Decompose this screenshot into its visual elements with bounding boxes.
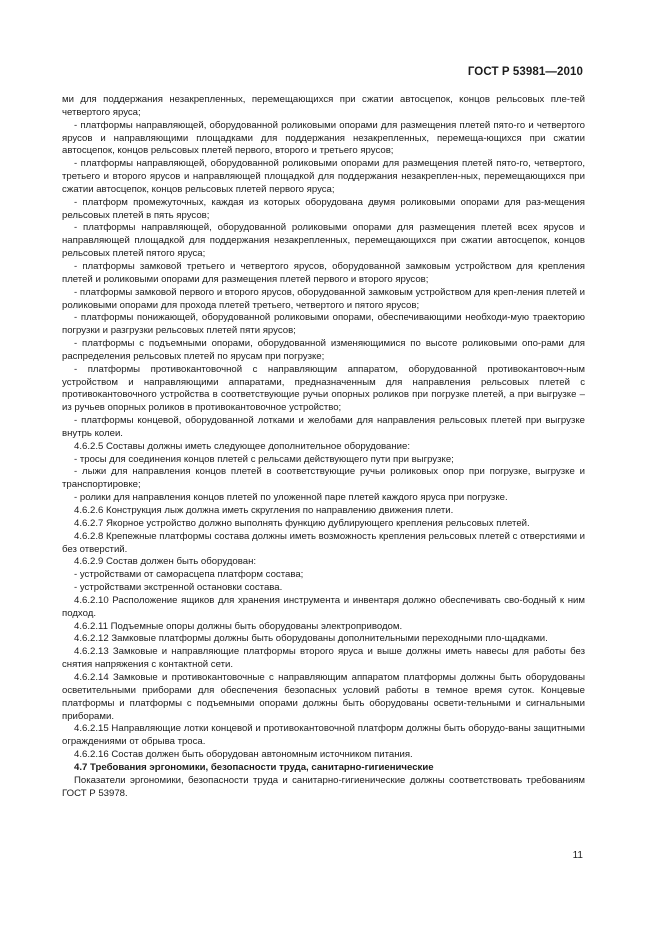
paragraph: - лыжи для направления концов плетей в соответствующие ручьи роликовых опор при погрузке, выгрузке и транспортировке; bbox=[62, 466, 585, 491]
paragraph: - платформы направляющей, оборудованной роликовыми опорами для размещения плетей всех ярусов и направляющей площадкой для поддержания незакрепленных, перемещающихся при сжатии автосцепок, концов рельсовых плетей пятого яруса; bbox=[62, 222, 585, 260]
page-header-title: ГОСТ Р 53981—2010 bbox=[467, 66, 583, 78]
paragraph: 4.6.2.6 Конструкция лыж должна иметь скругления по направлению движения плети. bbox=[74, 505, 454, 516]
paragraph: - платформы направляющей, оборудованной роликовыми опорами для размещения плетей пято-го, четвертого, третьего и второго ярусов и направляющей площадкой для поддержания незакреплен-ных, перемещающихся при сжатии автосцепок, концов рельсовых плетей первого яруса; bbox=[62, 158, 585, 195]
paragraph: - платформы замковой третьего и четвертого ярусов, оборудованной замковым устройством для крепления плетей и роликовыми опорами для размещения плетей первого и второго ярусов; bbox=[62, 260, 585, 285]
paragraph: 4.6.2.5 Составы должны иметь следующее дополнительное оборудование: bbox=[74, 440, 411, 452]
paragraph: - тросы для соединения концов плетей с рельсами действующего пути при выгрузке; bbox=[74, 453, 454, 465]
paragraph: - платформы с подъемными опорами, оборудованной изменяющимися по высоте роликовыми опо-рами для распределения рельсовых плетей по ярусам при погрузке; bbox=[62, 338, 585, 362]
paragraph: 4.6.2.11 Подъемные опоры должны быть оборудованы электроприводом. bbox=[74, 620, 403, 632]
paragraph: 4.6.2.8 Крепежные платформы состава должны иметь возможность крепления рельсовых плетей с отверстиями и без отверстий. bbox=[62, 530, 585, 555]
page-number: 11 bbox=[572, 850, 583, 861]
paragraph: - платформы понижающей, оборудованной роликовыми опорами, обеспечивающими необходи-мую траекторию погрузки и разгрузки рельсовых плетей пяти ярусов; bbox=[62, 312, 585, 337]
paragraph: 4.6.2.13 Замковые и направляющие платформы второго яруса и выше должны иметь навесы для работы без снятия напряжения с контактной сети. bbox=[62, 646, 585, 671]
paragraph: 4.6.2.7 Якорное устройство должно выполнять функцию дублирующего крепления рельсовых плетей. bbox=[74, 517, 530, 529]
body-text bbox=[62, 94, 585, 800]
paragraph: - платформы противокантовочной с направляющим аппаратом, оборудованной противокантовоч-ным устройством и направляющими аппаратами, предназначенным для направления рельсовых плетей с противокантовочного устройства в соответствующие ручьи опорных роликов при погрузке плетей, а при выгрузке – из ручьев опорных роликов в противокантовочное устройство; bbox=[62, 363, 585, 414]
paragraph: - платформ промежуточных, каждая из которых оборудована двумя роликовыми опорами для раз-мещения рельсовых плетей в пять ярусов; bbox=[62, 196, 585, 221]
paragraph: 4.6.2.14 Замковые и противокантовочные с направляющим аппаратом платформы должны быть оборудованы осветительными приборами для обеспечения безопасных условий работы в темное время суток. Концевые платформы и платформы с подъемными опорами должны быть оборудованы освети-тельными и сигнальными приборами. bbox=[62, 671, 585, 722]
paragraph: 4.6.2.12 Замковые платформы должны быть оборудованы дополнительными переходными пло-щадками. bbox=[74, 633, 548, 645]
section-heading: 4.7 Требования эргономики, безопасности труда, санитарно-гигиенические bbox=[74, 761, 434, 773]
paragraph: - платформы направляющей, оборудованной роликовыми опорами для размещения плетей пято-го и четвертого ярусов и направляющими площадками для поддержания незакрепленных, перемеща-ющихся при сжатии автосцепок, концов рельсовых плетей первого, второго и третьего ярусов; bbox=[62, 119, 585, 157]
paragraph: - платформы замковой первого и второго ярусов, оборудованной замковым устройством для креп-ления плетей и роликовыми опорами для прохода плетей третьего, четвертого и пятого ярусов; bbox=[62, 286, 585, 311]
paragraph: 4.6.2.9 Состав должен быть оборудован: bbox=[74, 556, 257, 568]
paragraph: 4.6.2.16 Состав должен быть оборудован автономным источником питания. bbox=[74, 749, 413, 761]
paragraph: ми для поддержания незакрепленных, перемещающихся при сжатии автосцепок, концов рельсовых пле-тей четвертого яруса; bbox=[62, 94, 585, 118]
paragraph: 4.6.2.10 Расположение ящиков для хранения инструмента и инвентаря должно обеспечивать сво-бодный к ним подход. bbox=[62, 594, 585, 619]
paragraph: - устройствами от саморасцепа платформ состава; bbox=[74, 569, 304, 581]
paragraph: 4.6.2.15 Направляющие лотки концевой и противокантовочной платформ должны быть оборудо-ваны защитными ограждениями от обрыва троса. bbox=[62, 723, 585, 748]
paragraph: - платформы концевой, оборудованной лотками и желобами для направления рельсовых плетей при выгрузке внутрь колеи. bbox=[62, 415, 585, 439]
paragraph: Показатели эргономики, безопасности труда и санитарно-гигиенические должны соответствовать требованиям ГОСТ Р 53978. bbox=[62, 774, 585, 799]
paragraph: - ролики для направления концов плетей по уложенной паре плетей каждого яруса при погрузке. bbox=[74, 492, 508, 504]
paragraph: - устройствами экстренной остановки состава. bbox=[74, 582, 283, 594]
